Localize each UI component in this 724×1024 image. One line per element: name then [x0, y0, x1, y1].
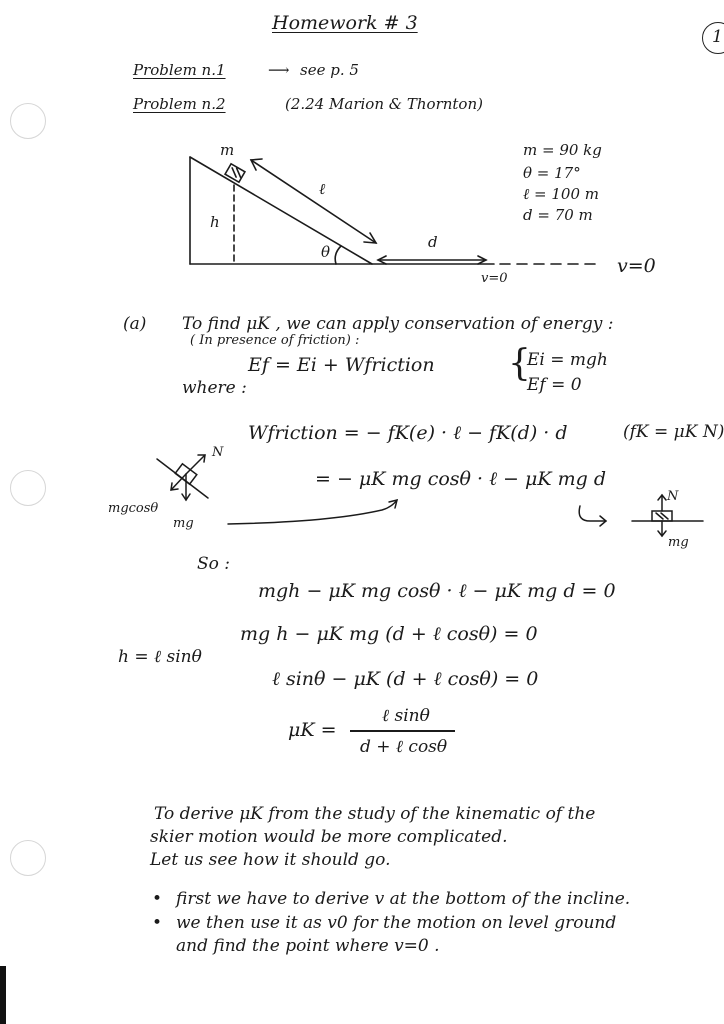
given-mass: m = 90 kg [523, 141, 602, 159]
brace: { [508, 343, 531, 384]
where-label: where : [182, 378, 247, 398]
page-title: Homework # 3 [272, 12, 418, 34]
fbd1-mgcos-label: mgcosθ [108, 501, 159, 516]
note-line-1: To derive μK from the study of the kinematic of the [154, 804, 596, 824]
mu-lhs: μK = [288, 719, 337, 741]
bullet-1: first we have to derive v at the bottom of the incline. [176, 889, 631, 909]
equation-3: ℓ sinθ − μK (d + ℓ cosθ) = 0 [272, 668, 539, 690]
kinetic-friction-definition: (fK = μK N) [623, 422, 724, 442]
fbd2-block [652, 511, 672, 521]
diagram-height-label: h [210, 213, 220, 231]
diagram-end-velocity-label: v=0 [617, 255, 656, 277]
part-a-label: (a) [123, 314, 147, 334]
given-distance: d = 70 m [523, 206, 593, 224]
part-a-intro: To find μK , we can apply conservation of energy : [182, 314, 614, 334]
given-angle: θ = 17° [523, 164, 581, 182]
height-definition: h = ℓ sinθ [118, 647, 202, 667]
page-number: 1 [712, 27, 723, 47]
note-line-2: skier motion would be more complicated. [150, 827, 508, 847]
initial-energy: Ei = mgh [527, 350, 608, 370]
fraction-bar [350, 730, 455, 732]
bullet-dot-2: • [152, 913, 163, 933]
diagram-velocity-label: v=0 [481, 271, 508, 286]
problem-1-reference: see p. 5 [300, 61, 359, 79]
fbd1-normal-label: N [212, 445, 224, 460]
fbd1-normal-force [186, 455, 205, 474]
problem-2-reference: (2.24 Marion & Thornton) [285, 95, 483, 113]
problem-1-arrow: ⟶ [268, 61, 290, 79]
diagram-mass-label: m [220, 141, 235, 159]
problem-1-label: Problem n.1 [133, 61, 226, 79]
mu-denominator: d + ℓ cosθ [360, 737, 448, 757]
bullet-dot-1: • [152, 889, 163, 909]
final-energy: Ef = 0 [527, 375, 582, 395]
friction-work-equation: Wfriction = − fK(e) · ℓ − fK(d) · d [248, 422, 568, 444]
problem-2-label: Problem n.2 [133, 95, 226, 113]
bullet-2-continued: and find the point where v=0 . [176, 936, 440, 956]
curved-arrow [228, 500, 397, 524]
diagram-length-label: ℓ [319, 180, 326, 198]
fbd1-mg-label: mg [173, 516, 194, 531]
equation-2: mg h − μK mg (d + ℓ cosθ) = 0 [240, 623, 538, 645]
equation-1: mgh − μK mg cosθ · ℓ − μK mg d = 0 [258, 580, 616, 602]
bullet-2: we then use it as v0 for the motion on level ground [176, 913, 617, 933]
diagram-angle-label: θ [321, 243, 331, 261]
energy-equation: Ef = Ei + Wfriction [248, 354, 435, 376]
so-label: So : [197, 554, 231, 574]
diagram-distance-label: d [428, 233, 438, 251]
note-line-3: Let us see how it should go. [150, 850, 391, 870]
part-a-friction-note: ( In presence of friction) : [190, 333, 360, 348]
fbd2-mg-label: mg [668, 535, 689, 550]
mu-numerator: ℓ sinθ [382, 706, 430, 726]
given-length: ℓ = 100 m [523, 185, 599, 203]
friction-work-expanded: = − μK mg cosθ · ℓ − μK mg d [315, 468, 606, 490]
hook-arrow [579, 506, 606, 521]
fbd2-normal-label: N [667, 489, 679, 504]
